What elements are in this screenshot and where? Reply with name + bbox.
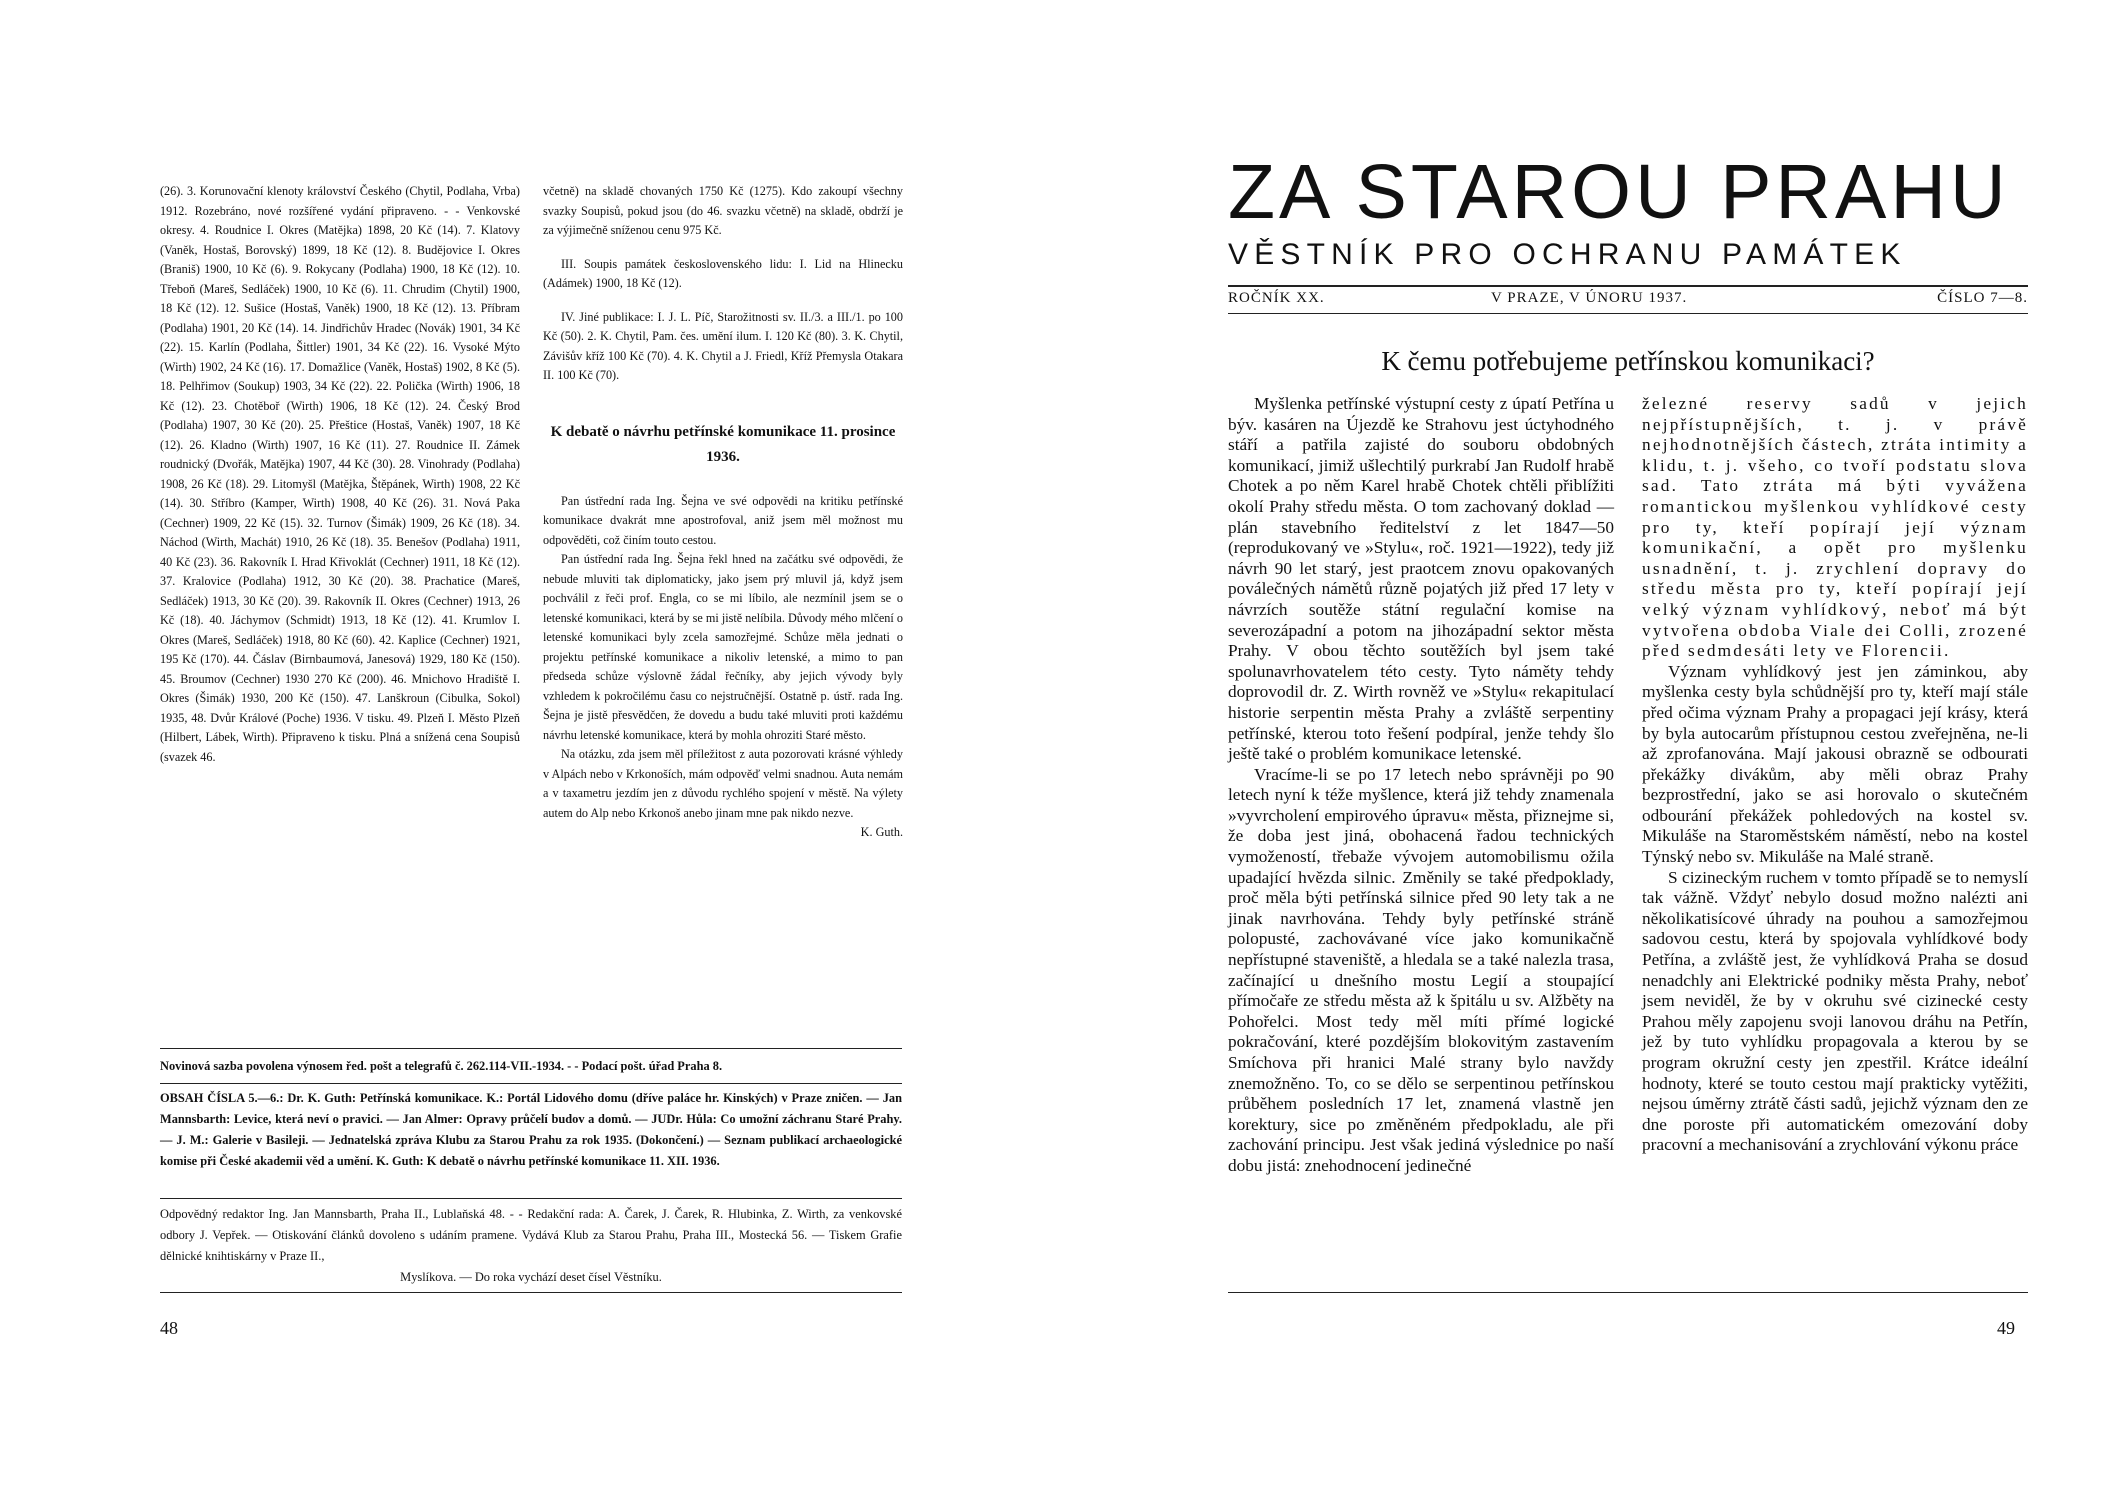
editorial-credits (160, 1204, 902, 1288)
credits-last-line: Myslíkova. — Do roka vychází deset čísel Věstníku. (400, 1270, 662, 1284)
right-page (1057, 0, 2114, 1500)
article-paragraph: Na otázku, zda jsem měl příležitost z auta pozorovati krásné výhledy v Alpách nebo v Krkonoších, mám odpověď velmi snadnou. Auta nemám a v taxametru jezdím jen z důvodu rychlého spojení v městě. Na výlety autem do Alp nebo Krkonoš anebo jinam mne pak nikdo nezve. (543, 747, 903, 820)
article-columns (1228, 394, 2028, 1294)
divider (160, 1083, 902, 1084)
page-number-right: 49 (1997, 1318, 2015, 1338)
article-column-2 (1642, 394, 2028, 1156)
issue-contents: OBSAH ČÍSLA 5.—6.: Dr. K. Guth: Petřínská komunikace. K.: Portál Lidového domu (dříve paláce hr. Kinských) v Praze zničen. — Jan Mannsbarth: Levice, která neví o pravici. — Jan Almer: Opravy průčelí budov a domů. — JUDr. Hůla: Co umožní záchranu Staré Prahy. — J. M.: Galerie v Basileji. — Jednatelská zpráva Klubu za Starou Prahu za rok 1935. (Dokončení.) — Seznam publikací archaeologické komise při České akademii věd a umění. K. Guth: K debatě o návrhu petřínské komunikace 11. XII. 1936. (160, 1091, 902, 1168)
publications-section-iv: IV. Jiné publikace: I. J. L. Píč, Starožitnosti sv. II./3. a III./1. po 100 Kč (50). 2. K. Chytil, Pam. čes. umění ilum. I. 120 Kč (80). 3. K. Chytil, Závišův kříž 100 Kč (70). 4. K. Chytil a J. Friedl, Kříž Přemysla Otakara II. 100 Kč (70). (543, 309, 903, 382)
divider (1228, 285, 2028, 287)
article-paragraph: Význam vyhlídkový jest jen záminkou, aby myšlenka cesty byla schůdnější pro ty, kteří mají stále před očima význam Prahy a propagaci její krásy, která by byla autocarům přístupnou cestou zveřejněna, ne-li až zprofanována. Mají jakousi obrazně se odbourati překážky divákům, aby měli obraz Prahy bezprostřední, jako se asi horovalo o skutečném odbourání překážek pohledových na kostel sv. Mikuláše na Staroměstském náměstí, nebo na kostel Týnský nebo sv. Mikuláše na Malé straně. (1642, 661, 2028, 867)
left-second-column (543, 182, 903, 843)
article-paragraph: železné reservy sadů v jejich nejpřístupnějších, t. j. v právě nejhodnotnějších částech, ztráta intimity a klidu, t. j. všeho, co tvoří podstatu slova sad. Tato ztráta má býti vyvážena romantickou myšlenkou vyhlídkové cesty pro ty, kteří popírají její význam komunikační, a opět pro myšlenku usnadnění, t. j. zrychlení dopravy do středu města pro ty, kteří popírají její velký význam vyhlídkový, neboť má být vytvořena obdoba Viale dei Colli, zrozené před sedmdesáti lety ve Florencii. (1642, 394, 2028, 661)
article-paragraph: Pan ústřední rada Ing. Šejna řekl hned na začátku své odpovědi, že nebude mluviti tak diplomaticky, jako jsem prý mluvil já, když jsem pochválil z řeči prof. Engla, co se mi líbilo, ale nezmínil jsem se o letenské komunikaci, která by se mi jistě nelíbila. Důvody mého mlčení o letenské komunikaci byly zcela samozřejmé. Schůze měla jednati o projektu petřínské komunikace a nikoliv letenské, a mimo to pan předseda schůze výslovně žádal řečníky, aby jejich vývody byly vzhledem k pokročilému času co nejstručnější. Ostatně p. ústř. rada Ing. Šejna je jistě přesvědčen, že dovedu a budu také mluviti proti každému návrhu letenské komunikace, která by mohla ohroziti Staré město. (543, 552, 903, 742)
divider (1228, 1292, 2028, 1293)
page-number-left: 48 (160, 1318, 178, 1338)
divider (1228, 313, 2028, 314)
volume-label: ROČNÍK XX. (1228, 290, 1325, 306)
article-headline: K čemu potřebujeme petřínskou komunikaci? (1381, 346, 1875, 376)
divider (160, 1048, 902, 1049)
article-paragraph: Myšlenka petřínské výstupní cesty z úpatí Petřína u býv. kasáren na Újezdě ke Strahovu jest úctyhodného stáří a patřila zajisté do souboru obdobných komunikací, jimiž ušlechtilý purkrabí Jan Rudolf hrabě Chotek a po něm Karel hrabě Chotek chtěli přiblížiti okolí Prahy středu města. O tom zachovaný doklad — plán stavebního ředitelství z let 1847—50 (reprodukovaný ve »Stylu«, roč. 1921—1922), tedy již návrh 90 let starý, jest praotcem znovu opakovaných poválečných námětů různě pojatých již před 17 lety v návrzích soutěže státní regulační komise na severozápadní a potom na jihozápadní sektor města Prahy. V obou těchto soutěžích byl jsem také spolunavrhovatelem této cesty. Tyto náměty tehdy doprovodil dr. Z. Wirth rovněž ve »Stylu« rekapitulací historie serpentin města Prahy a zvláště serpentiny petřínské, kterou toto řešení podpíral, jenže tehdy šlo ještě také o problém komunikace letenské. (1228, 394, 1614, 764)
publications-list-column (160, 182, 520, 767)
postal-note: Novinová sazba povolena výnosem řed. pošt a telegrafů č. 262.114-VII.-1934. - - Podací pošt. úřad Praha 8. (160, 1059, 723, 1073)
credits-text: Odpovědný redaktor Ing. Jan Mannsbarth, Praha II., Lublaňská 48. - - Redakční rada: A. Čarek, J. Čarek, R. Hlubinka, Z. Wirth, za venkovské odbory J. Vepřek. — Otiskování článků dovoleno s udáním pramene. Vydává Klub za Starou Prahu, Praha III., Mostecká 56. — Tiskem Grafie dělnické knihtiskárny v Praze II., (160, 1207, 902, 1263)
masthead-title: ZA STAROU PRAHU (1228, 149, 2010, 235)
divider (160, 1292, 902, 1293)
masthead-subtitle: VĚSTNÍK PRO OCHRANU PAMÁTEK (1228, 238, 1907, 271)
divider (160, 1198, 902, 1199)
issue-number: ČÍSLO 7—8. (1937, 290, 2028, 306)
publications-list-text: (26). 3. Korunovační klenoty království Českého (Chytil, Podlaha, Vrba) 1912. Rozebráno, nové rozšířené vydání připraveno. - - Venkovské okresy. 4. Roudnice I. Okres (Matějka) 1898, 20 Kč (14). 7. Klatovy (Vaněk, Hostaš, Borovský) 1899, 18 Kč (12). 8. Budějovice I. Okres (Braniš) 1900, 10 Kč (6). 9. Rokycany (Podlaha) 1900, 18 Kč (12). 10. Třeboň (Mareš, Sedláček) 1900, 10 Kč (6). 11. Chrudim (Chytil) 1900, 18 Kč (12). 12. Sušice (Hostaš, Vaněk) 1900, 18 Kč (12). 13. Příbram (Podlaha) 1901, 20 Kč (14). 14. Jindřichův Hradec (Novák) 1901, 34 Kč (22). 15. Karlín (Podlaha, Šittler) 1901, 34 Kč (22). 16. Vysoké Mýto (Wirth) 1902, 24 Kč (16). 17. Domažlice (Vaněk, Hostaš) 1902, 8 Kč (5). 18. Pelhřimov (Soukup) 1903, 34 Kč (22). 22. Polička (Wirth) 1906, 18 Kč (12). 23. Chotěboř (Wirth) 1906, 18 Kč (12). 24. Český Brod (Podlaha) 1907, 30 Kč (20). 25. Přeštice (Hostaš, Vaněk) 1907, 18 Kč (12). 26. Kladno (Wirth) 1907, 16 Kč (11). 27. Roudnice II. Zámek roudnický (Dvořák, Matějka) 1907, 44 Kč (30). 28. Vinohrady (Podlaha) 1908, 26 Kč (18). 29. Litomyšl (Matějka, Štěpánek, Wirth) 1908, 22 Kč (14). 30. Stříbro (Kamper, Wirth) 1908, 40 Kč (26). 31. Nová Paka (Cechner) 1909, 22 Kč (15). 32. Turnov (Šimák) 1909, 26 Kč (18). 34. Náchod (Wirth, Machát) 1910, 26 Kč (18). 35. Benešov (Podlaha) 1911, 40 Kč (23). 36. Rakovník I. Hrad Křivoklát (Cechner) 1911, 18 Kč (12). 37. Kralovice (Podlaha) 1912, 30 Kč (20). 38. Prachatice (Mareš, Sedláček) 1913, 30 Kč (20). 39. Rakovník II. Okres (Cechner) 1913, 26 Kč (18). 40. Jáchymov (Schmidt) 1913, 18 Kč (12). 41. Krumlov I. Okres (Mareš, Sedláček) 1918, 80 Kč (60). 42. Kaplice (Cechner) 1921, 195 Kč (170). 44. Čáslav (Birnbaumová, Janesová) 1929, 180 Kč (150). 45. Broumov (Cechner) 1930 270 Kč (200). 46. Mnichovo Hradiště I. Okres (Šimák) 1930, 200 Kč (150). 47. Lanškroun (Cibulka, Sokol) 1935, 48. Dvůr Králové (Poche) 1936. V tisku. 49. Plzeň I. Město Plzeň (Hilbert, Lábek, Wirth). Připraveno k tisku. Plná a snížená cena Soupisů (svazek 46. (160, 184, 520, 764)
issue-line (1228, 290, 2028, 312)
article-heading: K debatě o návrhu petřínské komunikace 11. prosince 1936. (550, 423, 896, 465)
left-page-columns (160, 182, 902, 990)
publications-list-continued: včetně) na skladě chovaných 1750 Kč (1275). Kdo zakoupí všechny svazky Soupisů, pokud jsou (do 46. svazku včetně) na skladě, obdrží je za výjimečně sníženou cenu 975 Kč. (543, 184, 903, 237)
article-column-1 (1228, 394, 1614, 1177)
article-paragraph: Vracíme-li se po 17 letech nebo správněji po 90 letech nyní k téže myšlence, která již tehdy znamenala »vyvrcholení empirového úpravu« města, přiznejme si, že doba jest jiná, obohacená řadou technických vymožeností, třebaže vývojem automobilismu ožila upadající hvězda silnic. Změnily se také předpoklady, proč měla býti petřínská silnice před 90 lety tak a ne jinak navrhována. Tehdy byly petřínské stráně polopusté, zachovávané více jako komunikačně nepřístupné staveniště, a hledala se a také nalezla trasa, začínající u dnešního mostu Legií a stoupající přímočaře ze středu města až k špitálu u sv. Alžběty na Pohořelci. Most tedy měl míti přímé logické pokračování, které pozdějším blokovitým zastavením Smíchova při hranici Malé strany bylo navždy znemožněno. To, co se dělo se serpentinou petřínskou průběhem posledních 17 let, znamená vlastně jen korektury, sice po změněném předpokladu, ale při zachování principu. Jest však jediná výslednice po naší dobu jistá: znehodnocení jedinečné (1228, 764, 1614, 1175)
article-paragraph: Pan ústřední rada Ing. Šejna ve své odpovědi na kritiku petřínské komunikace dvakrát mne apostrofoval, aniž jsem měl možnost mu odpověděti, což činím touto cestou. (543, 493, 903, 547)
article-signature: K. Guth. (860, 825, 903, 839)
place-date: V PRAZE, V ÚNORU 1937. (1491, 290, 1688, 306)
publications-section-iii: III. Soupis památek československého lidu: I. Lid na Hlinecku (Adámek) 1900, 18 Kč (12). (543, 256, 903, 290)
article-paragraph: S cizineckým ruchem v tomto případě se to nemyslí tak vážně. Vždyť nebylo dosud možno nalézti ani několikatisícové úhrady na pouhou a samozřejmou sadovou cestu, která by spojovala vyhlídkové body Petřína, a zvláště jest, že vyhlídková Praha se dosud nenadchly ani Elektrické podniky města Prahy, neboť jsem neviděl, že by v okruhu své cizinecké cesty Prahou měly zapojenu svoji lanovou dráhu na Petřín, jež by tuto vyhlídku propagovala a kterou by se program okružní cesty jen zpestřil. Krátce ideální hodnoty, které se touto cestou mají prakticky vytěžiti, nejsou úměrny ztrátě části sadů, jejichž význam den ze dne poroste při automatickém omezování doby pracovní a mechanisování a zrychlování výkonu práce (1642, 867, 2028, 1155)
